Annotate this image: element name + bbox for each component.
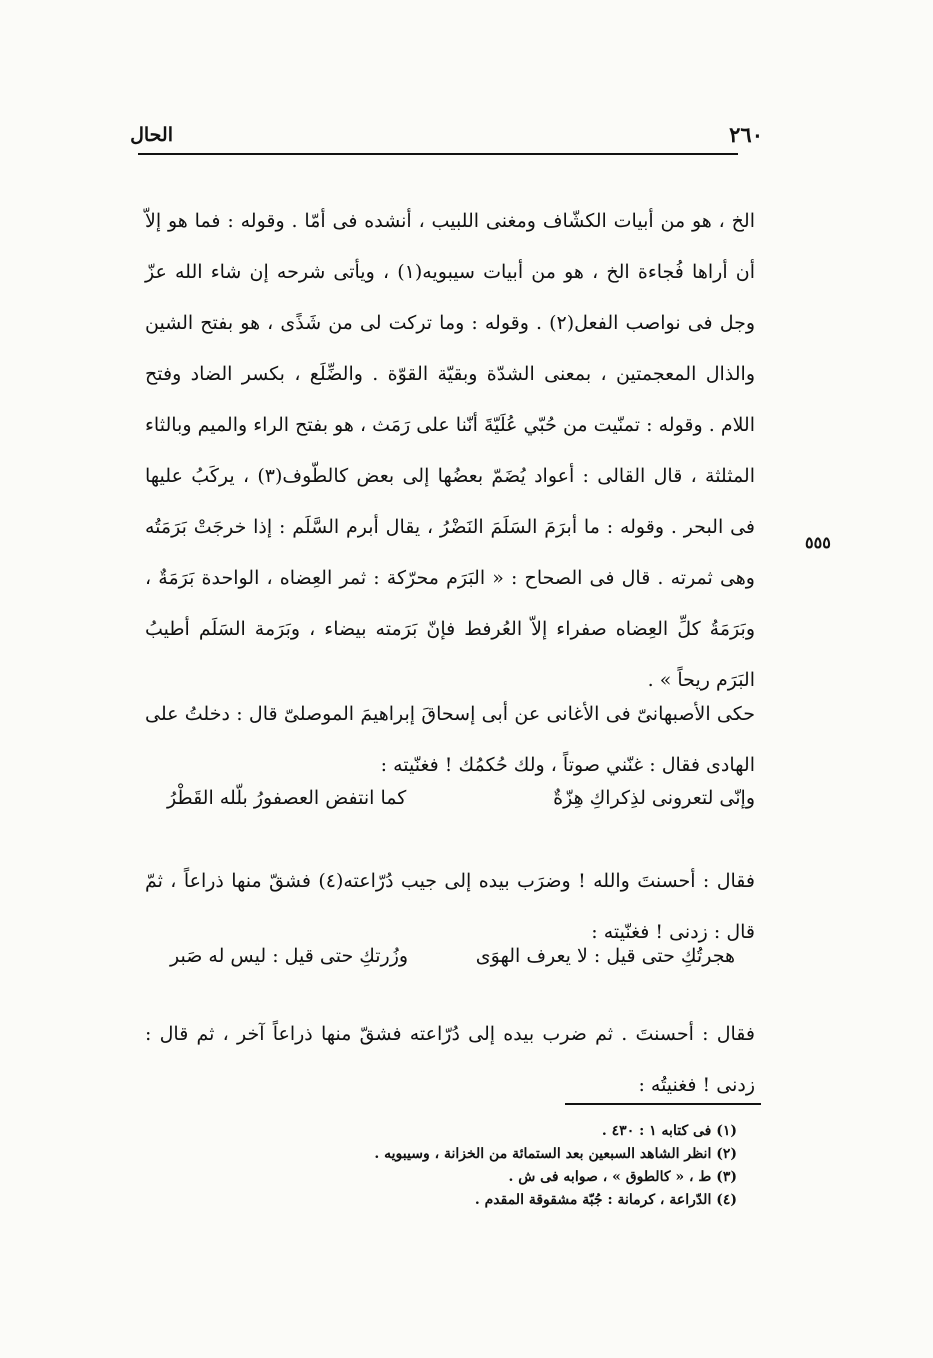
margin-note: ٥٥٥ <box>805 533 831 552</box>
paragraph-3: فقال : أحسنتَ والله ! وضرَب بيده إلى جيب دُرّاعته(٤) فشقّ منها ذراعاً ، ثمّ قال : زدنى ! فغنّيته : <box>145 870 755 943</box>
verse-1 <box>145 787 755 827</box>
verse-2-hemistich-1: هجرتُكِ حتى قيل : لا يعرف الهوَى <box>475 945 735 967</box>
footnote-2: (٢) انظر الشاهد السبعين بعد الستمائة من الخزانة ، وسيبويه . <box>374 1146 737 1162</box>
header-rule <box>138 153 738 155</box>
verse-2 <box>145 945 755 985</box>
paragraph-4: فقال : أحسنتَ . ثم ضرب بيده إلى دُرّاعته فشقّ منها ذراعاً آخر ، ثم قال : زدنى ! فغنيتُه : <box>145 1023 755 1096</box>
verse-1-hemistich-2: كما انتفض العصفورُ بلّله القَطْرُ <box>167 787 407 809</box>
footnote-rule <box>565 1103 761 1105</box>
page-number: ٢٦٠ <box>729 122 763 147</box>
paragraph-1: الخ ، هو من أبيات الكشّاف ومغنى اللبيب ، أنشده فى أمّا . وقوله : فما هو إلاّ أن أراها فُجاءة الخ ، هو من أبيات سيبويه(١) ، ويأتى شرحه إن شاء الله عزّ وجل فى نواصب الفعل(٢) . وقوله : وما تركت لى من شَذًى ، هو بفتح الشين والذال المعجمتين ، بمعنى الشدّة وبقيّة القوّة . والضِّلَع ، بكسر الضاد وفتح اللام . وقوله : تمنّيت من حُبّي عُلَيّةَ أنّنا على رَمَث ، هو بفتح الراء والميم وبالثاء المثلثة ، قال القالى : أعواد يُضَمّ بعضُها إلى بعض كالطّوف(٣) ، يركَبُ عليها فى البحر . وقوله : ما أبرَمَ السَلَمَ النَضْرُ ، يقال أبرم السَّلَم : إذا خرجَتْ بَرَمَتُه وهى ثمرته . قال فى الصحاح : « البَرَم محرّكة : ثمر العِضاه ، الواحدة بَرَمَةٌ ، وبَرَمَةُ كلِّ العِضاه صفراء إلاّ العُرفط فإنّ بَرَمته بيضاء ، وبَرَمة السَلَم أطيبُ البَرَم ريحاً » . <box>145 210 756 691</box>
footnotes <box>157 1120 737 1212</box>
running-title: الحال <box>130 124 173 146</box>
paragraph-2: حكى الأصبهانىّ فى الأغانى عن أبى إسحاقَ إبراهيمَ الموصلىّ قال : دخلتُ على الهادى فقال : غنّني صوتاً ، ولك حُكمُك ! فغنّيته : <box>145 703 755 776</box>
verse-1-hemistich-1: وإنّى لتعرونى لذِكراكِ هِزّةٌ <box>553 787 755 809</box>
footnote-4: (٤) الدّراعة ، كرمانة : جُبّة مشقوقة المقدم . <box>474 1192 737 1208</box>
verse-2-hemistich-2: وزُرتكِ حتى قيل : ليس له صَبر <box>170 945 409 967</box>
footnote-3: (٣) ط ، « كالطوق » ، صوابه فى ش . <box>508 1169 737 1185</box>
footnote-1: (١) فى كتابه ١ : ٤٣٠ . <box>601 1123 737 1139</box>
